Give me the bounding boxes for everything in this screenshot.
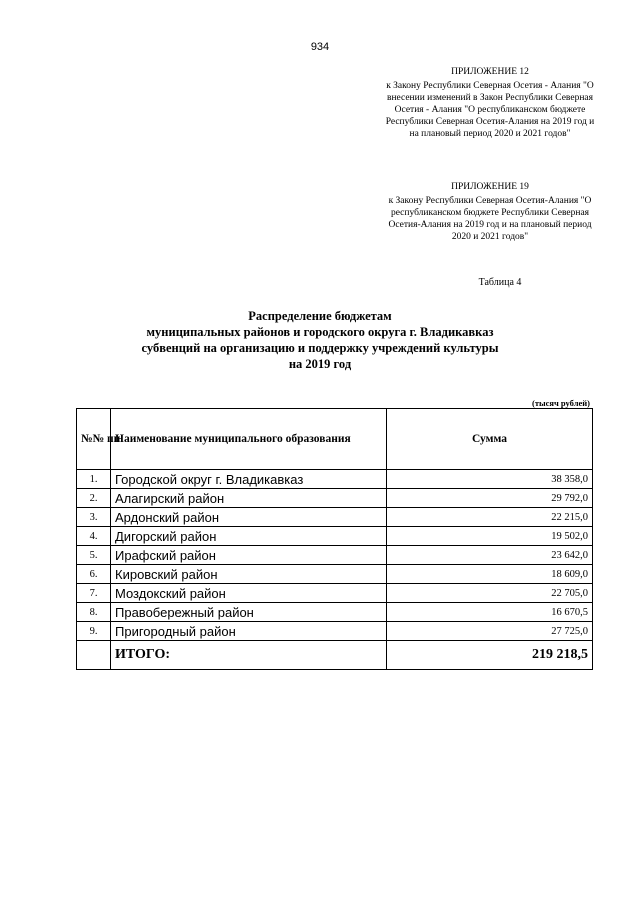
row-number: 8. (77, 603, 111, 622)
title-line-3: субвенций на организацию и поддержку учреждений культуры (141, 341, 499, 355)
row-sum: 16 670,5 (387, 603, 593, 622)
total-sum: 219 218,5 (387, 641, 593, 670)
document-title (0, 308, 640, 372)
appendix-19-note (385, 181, 595, 243)
row-sum: 22 215,0 (387, 508, 593, 527)
header-name: Наименование муниципального образования (111, 409, 387, 470)
title-line-1: Распределение бюджетам (248, 309, 392, 323)
table-row (77, 489, 593, 508)
total-label: ИТОГО: (111, 641, 387, 670)
appendix-19-heading: ПРИЛОЖЕНИЕ 19 (451, 182, 529, 192)
row-number: 4. (77, 527, 111, 546)
row-number: 3. (77, 508, 111, 527)
table-total-row (77, 641, 593, 670)
row-sum: 38 358,0 (387, 470, 593, 489)
table-row (77, 546, 593, 565)
table-row (77, 470, 593, 489)
header-sum: Сумма (387, 409, 593, 470)
table-row (77, 508, 593, 527)
header-number: №№ пп (77, 409, 111, 470)
row-name: Алагирский район (111, 489, 387, 508)
row-sum: 27 725,0 (387, 622, 593, 641)
appendix-12-text: к Закону Республики Северная Осетия - Алания "О внесении изменений в Закон Республики Северная Осетия - Алания "О республиканском бюджете Республики Северная Осетия-Алания на 2019 год и на плановый период 2020 и 2021 годов" (385, 81, 595, 139)
row-name: Пригородный район (111, 622, 387, 641)
units-label: (тысяч рублей) (532, 398, 590, 408)
page-number: 934 (310, 41, 330, 53)
row-name: Моздокский район (111, 584, 387, 603)
row-number: 2. (77, 489, 111, 508)
row-number: 1. (77, 470, 111, 489)
table-header-row (77, 409, 593, 470)
row-name: Ирафский район (111, 546, 387, 565)
row-name: Кировский район (111, 565, 387, 584)
appendix-12-heading: ПРИЛОЖЕНИЕ 12 (451, 67, 529, 77)
appendix-19-text: к Закону Республики Северная Осетия-Алания "О республиканском бюджете Республики Северная Осетия-Алания на 2019 год и на плановый период 2020 и 2021 годов" (388, 196, 592, 242)
row-sum: 23 642,0 (387, 546, 593, 565)
row-name: Дигорский район (111, 527, 387, 546)
table-row (77, 603, 593, 622)
row-number: 5. (77, 546, 111, 565)
row-sum: 22 705,0 (387, 584, 593, 603)
row-sum: 29 792,0 (387, 489, 593, 508)
table-row (77, 565, 593, 584)
title-line-2: муниципальных районов и городского округа г. Владикавказ (146, 325, 494, 339)
row-number: 9. (77, 622, 111, 641)
row-name: Городской округ г. Владикавказ (111, 470, 387, 489)
row-sum: 19 502,0 (387, 527, 593, 546)
table-row (77, 584, 593, 603)
row-name: Ардонский район (111, 508, 387, 527)
appendix-12-note (385, 66, 595, 140)
table-label: Таблица 4 (478, 277, 522, 288)
table-row (77, 622, 593, 641)
row-number: 7. (77, 584, 111, 603)
row-number: 6. (77, 565, 111, 584)
title-line-4: на 2019 год (288, 357, 352, 371)
table-row (77, 527, 593, 546)
budget-table (76, 408, 593, 670)
total-number (77, 641, 111, 670)
row-name: Правобережный район (111, 603, 387, 622)
row-sum: 18 609,0 (387, 565, 593, 584)
